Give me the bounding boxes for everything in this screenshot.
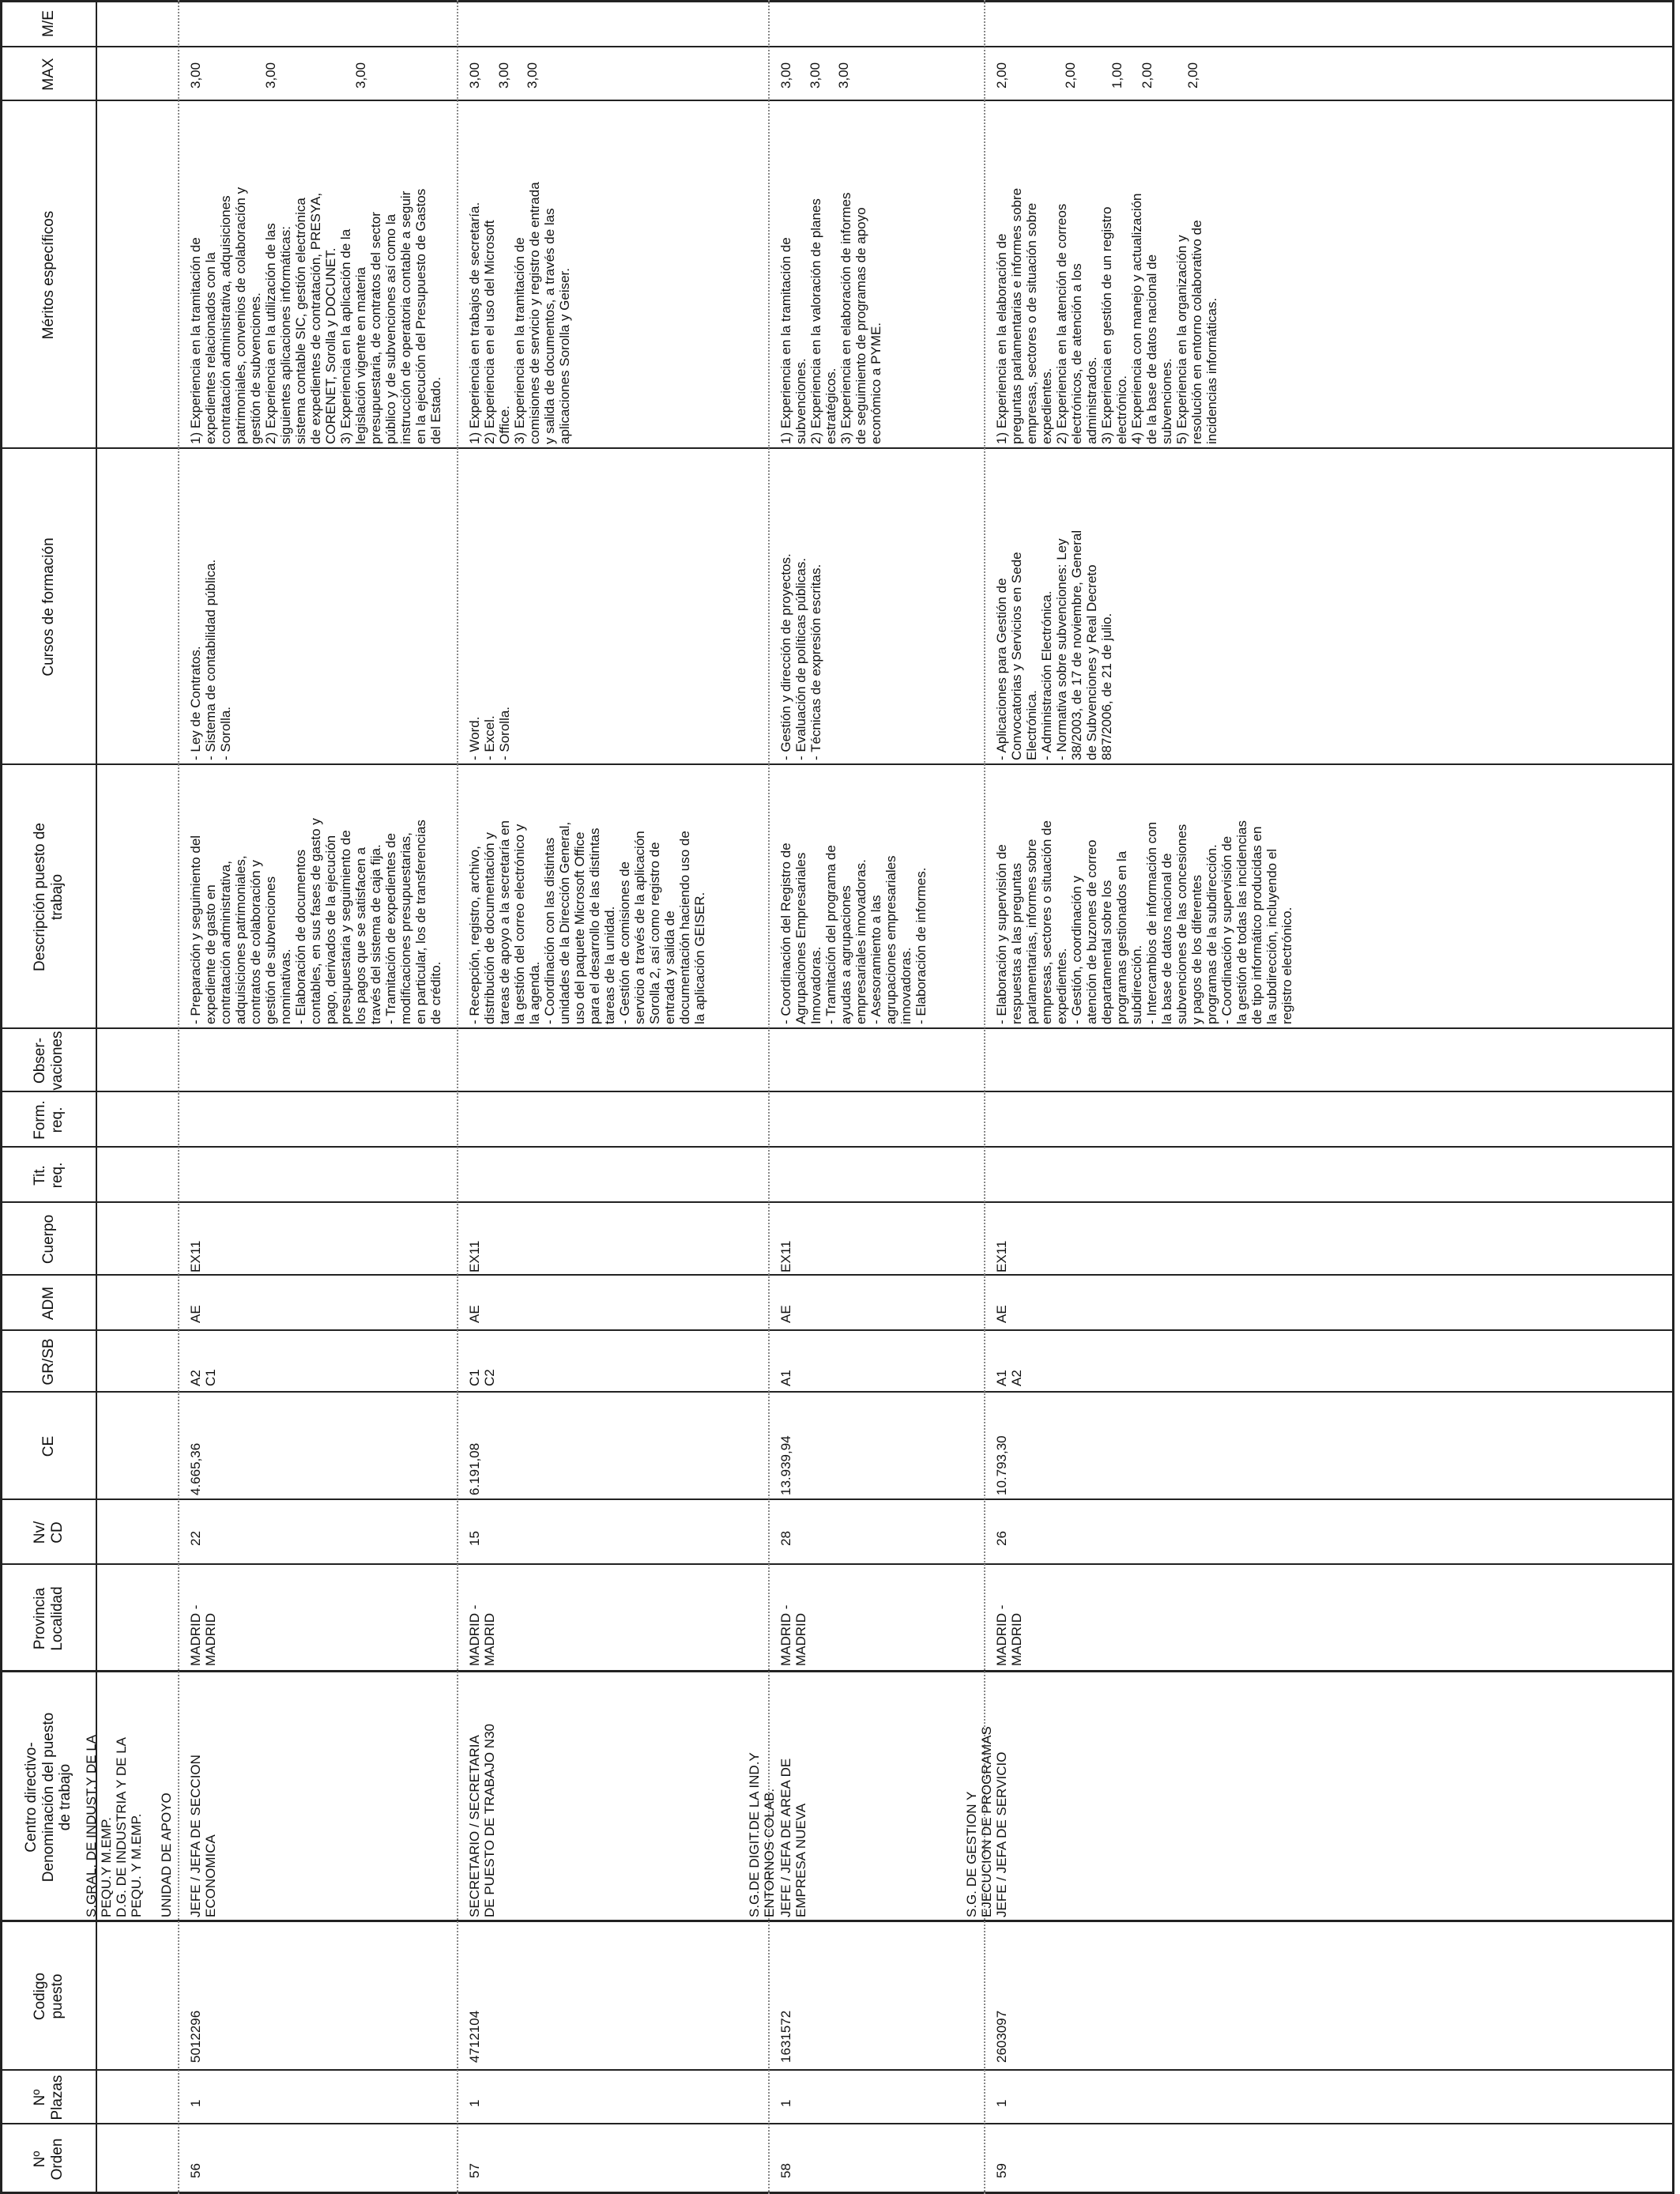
header-grupo: GR/SB bbox=[40, 1338, 57, 1385]
max-value: 2,00 bbox=[1063, 62, 1078, 89]
meritos-cell: 1) Experiencia en la tramitación de expedientes relacionados con la contratación administrativa, adquisiciones patrimoniales, convenios de colaboración y gestión de subvenciones. 2) Experiencia en la utilización de las siguientes aplicaciones informáticas: sistema contable SIC, gestión electrónica de expedientes de contratación, PRESYA, CORENET, Sorolla y DOCUNET. 3) Experiencia en la aplicación de la legislación vigente en materia presupuestaria, de contratos del sector público y de subvenciones así como la instrucción de operatoria contable a seguir en la ejecución del Presupuesto de Gastos del Estado. bbox=[188, 187, 443, 444]
adm-cell: AE bbox=[778, 1305, 793, 1323]
cursos-cell: - Gestión y dirección de proyectos. - Evaluación de políticas públicas. - Técnicas de expresión escritas. bbox=[778, 553, 823, 760]
adm-cell: AE bbox=[467, 1305, 482, 1323]
right-border bbox=[0, 0, 1674, 2]
descripcion-cell: - Recepción, registro, archivo, distribución de documentación y tareas de apoyo a la secretaría en la gestión del correo electrónico y la agenda. - Coordinación con las distintas unidades de la Dirección General, uso del paquete Microsoft Office para el desarrollo de las distintas tareas de la unidad. - Gestión de comisiones de servicio a través de la aplicación Sorolla 2, así como registro de entrada y salida de documentación haciendo uso de la aplicación GEISER. bbox=[467, 820, 707, 1024]
header-adm: ADM bbox=[40, 1286, 57, 1321]
codigo-cell: 1631572 bbox=[778, 2010, 793, 2063]
meritos-cell: 1) Experiencia en la elaboración de preguntas parlamentarias e informes sobre empresas, sectores o de situación sobre expedientes. 2) Experiencia en la atención de correos electrónicos, de atención a los administrados. 3) Experiencia en gestión de un registro electrónico. 4) Experiencia con manejo y actualización de la base de datos nacional de subvenciones. 5) Experiencia en la organización y resolución en entorno colaborativo de incidencias informáticas. bbox=[994, 187, 1219, 444]
header-ce: CE bbox=[40, 1435, 57, 1457]
centro-cell: JEFE / JEFA DE SERVICIO bbox=[994, 1751, 1009, 1917]
max-value: 3,00 bbox=[836, 62, 851, 89]
centro-cell: SECRETARIO / SECRETARIA DE PUESTO DE TRABAJO N30 bbox=[467, 1724, 497, 1917]
centro-header-cell: S.G. DE GESTION Y EJECUCION DE PROGRAMAS bbox=[964, 1726, 994, 1917]
header-provincia: Provincia Localidad bbox=[31, 1586, 66, 1651]
max-value: 2,00 bbox=[1139, 62, 1155, 89]
col-divider bbox=[0, 1329, 1674, 1331]
meritos-cell: 1) Experiencia en la tramitación de subvenciones. 2) Experiencia en la valoración de planes estratégicos. 3) Experiencia en elaboración de informes de seguimiento de programas de apoyo económico a PYME. bbox=[778, 192, 883, 444]
col-divider bbox=[0, 1201, 1674, 1203]
orden-cell: 56 bbox=[188, 2163, 203, 2178]
header-top-border bbox=[0, 0, 2, 2194]
plazas-cell: 1 bbox=[188, 2099, 203, 2107]
header-observaciones: Obser- vaciones bbox=[31, 1031, 66, 1091]
meritos-cell: 1) Experiencia en trabajos de secretaría. 2) Experiencia en el uso del Microsoft Office. 3) Experiencia en la tramitación de comisiones de servicio y registro de entrada y salida de documentos, a través de las aplicaciones Sorolla y Geiser. bbox=[467, 182, 572, 444]
header-me: M/E bbox=[40, 10, 57, 37]
header-titulacion: Tit. req. bbox=[31, 1162, 66, 1189]
grupo-cell: A2 C1 bbox=[188, 1369, 218, 1386]
max-value: 3,00 bbox=[525, 62, 540, 89]
col-divider bbox=[0, 2123, 1674, 2124]
ce-cell: 13.939,94 bbox=[778, 1435, 793, 1495]
adm-cell: AE bbox=[188, 1305, 203, 1323]
codigo-cell: 4712104 bbox=[467, 2010, 482, 2063]
nivel-cell: 15 bbox=[467, 1531, 482, 1546]
provincia-cell: MADRID - MADRID bbox=[467, 1604, 497, 1666]
header-cursos: Cursos de formación bbox=[40, 537, 57, 677]
col-divider bbox=[0, 1391, 1674, 1393]
row-separator bbox=[178, 0, 179, 2194]
centro-cell: JEFE / JEFA DE SECCION ECONOMICA bbox=[188, 1755, 218, 1917]
max-value: 3,00 bbox=[808, 62, 823, 89]
col-divider bbox=[0, 1563, 1674, 1565]
max-value: 3,00 bbox=[353, 62, 368, 89]
adm-cell: AE bbox=[994, 1305, 1009, 1323]
provincia-cell: MADRID - MADRID bbox=[778, 1604, 808, 1666]
orden-cell: 59 bbox=[994, 2163, 1009, 2178]
col-divider bbox=[0, 46, 1674, 47]
centro-header-cell: S.GRAL. DE INDUST.Y DE LA PEQU.Y M.EMP. D.G. DE INDUSTRIA Y DE LA PEQU. Y M.EMP. UNIDAD DE APOYO bbox=[84, 1734, 174, 1917]
col-divider bbox=[0, 763, 1674, 765]
col-divider bbox=[0, 100, 1674, 101]
plazas-cell: 1 bbox=[994, 2099, 1009, 2107]
nivel-cell: 26 bbox=[994, 1531, 1009, 1546]
col-divider bbox=[0, 447, 1674, 449]
cuerpo-cell: EX11 bbox=[778, 1240, 793, 1272]
cursos-cell: - Word. - Excel. - Sorolla. bbox=[467, 706, 512, 760]
col-divider bbox=[0, 1274, 1674, 1276]
descripcion-cell: - Elaboración y supervisión de respuestas a las preguntas parlamentarias, informes sobre empresas, sectores o situación de expedientes. - Gestión, coordinación y atención de buzones de correo departamental sobre los programas gestionados en la subdirección. - Intercambios de información con la base de datos nacional de subvenciones de las concesiones y pagos de los diferentes programas de la subdirección. - Coordinación y supervisión de la gestión de todas las incidencias de tipo informático producidas en la subdirección, incluyendo el registro electrónico. bbox=[994, 820, 1294, 1024]
header-plazas: Nº Plazas bbox=[31, 2075, 66, 2120]
cursos-cell: - Ley de Contratos. - Sistema de contabilidad pública. - Sorolla. bbox=[188, 559, 233, 760]
max-value: 3,00 bbox=[263, 62, 278, 89]
cuerpo-cell: EX11 bbox=[467, 1240, 482, 1272]
header-nivel: Nv/ CD bbox=[31, 1521, 66, 1544]
descripcion-cell: - Preparación y seguimiento del expediente de gasto en contratación administrativa, adquisiciones patrimoniales, contratos de colaboración y gestión de subvenciones nominativas. - Elaboración de documentos contables, en sus fases de gasto y pago, derivados de la ejecución presupuestaria y seguimiento de los pagos que se satisfacen a través del sistema de caja fija. - Tramitación de expedientes de modificaciones presupuestarias, en particular, los de transferencias de crédito. bbox=[188, 818, 443, 1024]
table-bottom-border bbox=[1672, 0, 1674, 2194]
cursos-cell: - Aplicaciones para Gestión de Convocatorias y Servicios en Sede Electrónica. - Administración Electrónica. - Normativa sobre subvenciones: Ley 38/2003, de 17 de noviembre, General de Subvenciones y Real Decreto 887/2006, de 21 de julio. bbox=[994, 530, 1114, 760]
grupo-cell: A1 A2 bbox=[994, 1370, 1024, 1386]
header-formacion: Form. req. bbox=[31, 1100, 66, 1140]
grupo-cell: A1 bbox=[778, 1370, 793, 1386]
col-divider bbox=[0, 1091, 1674, 1092]
nivel-cell: 28 bbox=[778, 1531, 793, 1546]
col-divider bbox=[0, 1027, 1674, 1029]
max-value: 3,00 bbox=[778, 62, 793, 89]
max-value: 3,00 bbox=[467, 62, 482, 89]
col-divider bbox=[0, 1498, 1674, 1500]
header-centro: Centro directivo- Denominación del puesto de trabajo bbox=[22, 1712, 74, 1883]
header-descripcion: Descripción puesto de trabajo bbox=[31, 823, 66, 971]
col-divider bbox=[0, 2069, 1674, 2071]
max-value: 3,00 bbox=[188, 62, 203, 89]
plazas-cell: 1 bbox=[778, 2099, 793, 2107]
grupo-cell: C1 C2 bbox=[467, 1369, 497, 1386]
plazas-cell: 1 bbox=[467, 2099, 482, 2107]
cuerpo-cell: EX11 bbox=[994, 1240, 1009, 1272]
ce-cell: 10.793,30 bbox=[994, 1435, 1009, 1495]
codigo-cell: 5012296 bbox=[188, 2010, 203, 2063]
col-divider bbox=[0, 1146, 1674, 1148]
max-value: 3,00 bbox=[496, 62, 511, 89]
cuerpo-cell: EX11 bbox=[188, 1240, 203, 1272]
centro-cell: JEFE / JEFA DE AREA DE EMPRESA NUEVA bbox=[778, 1758, 808, 1917]
header-cuerpo: Cuerpo bbox=[40, 1214, 57, 1265]
max-value: 2,00 bbox=[994, 62, 1009, 89]
descripcion-cell: - Coordinación del Registro de Agrupaciones Empresariales Innovadoras. - Tramitación del programa de ayudas a agrupaciones empresariales innovadoras. - Asesoramiento a las agrupaciones empresariales innovadoras. - Elaboración de informes. bbox=[778, 843, 929, 1024]
orden-cell: 57 bbox=[467, 2163, 482, 2178]
header-codigo: Codigo puesto bbox=[31, 1972, 66, 2021]
codigo-cell: 2603097 bbox=[994, 2010, 1009, 2063]
row-separator bbox=[457, 0, 458, 2194]
nivel-cell: 22 bbox=[188, 1531, 203, 1546]
header-orden: Nº Orden bbox=[31, 2138, 66, 2181]
provincia-cell: MADRID - MADRID bbox=[994, 1604, 1024, 1666]
max-value: 1,00 bbox=[1109, 62, 1124, 89]
max-value: 2,00 bbox=[1185, 62, 1200, 89]
col-divider bbox=[0, 1670, 1674, 1672]
header-max: MAX bbox=[40, 58, 57, 91]
orden-cell: 58 bbox=[778, 2163, 793, 2178]
ce-cell: 4.665,36 bbox=[188, 1442, 203, 1495]
centro-header-cell: S.G.DE DIGIT.DE LA IND.Y ENTORNOS COLAB. bbox=[747, 1752, 777, 1917]
col-divider bbox=[0, 1920, 1674, 1922]
provincia-cell: MADRID - MADRID bbox=[188, 1604, 218, 1666]
ce-cell: 6.191,08 bbox=[467, 1442, 482, 1495]
header-meritos: Méritos específicos bbox=[40, 210, 57, 340]
